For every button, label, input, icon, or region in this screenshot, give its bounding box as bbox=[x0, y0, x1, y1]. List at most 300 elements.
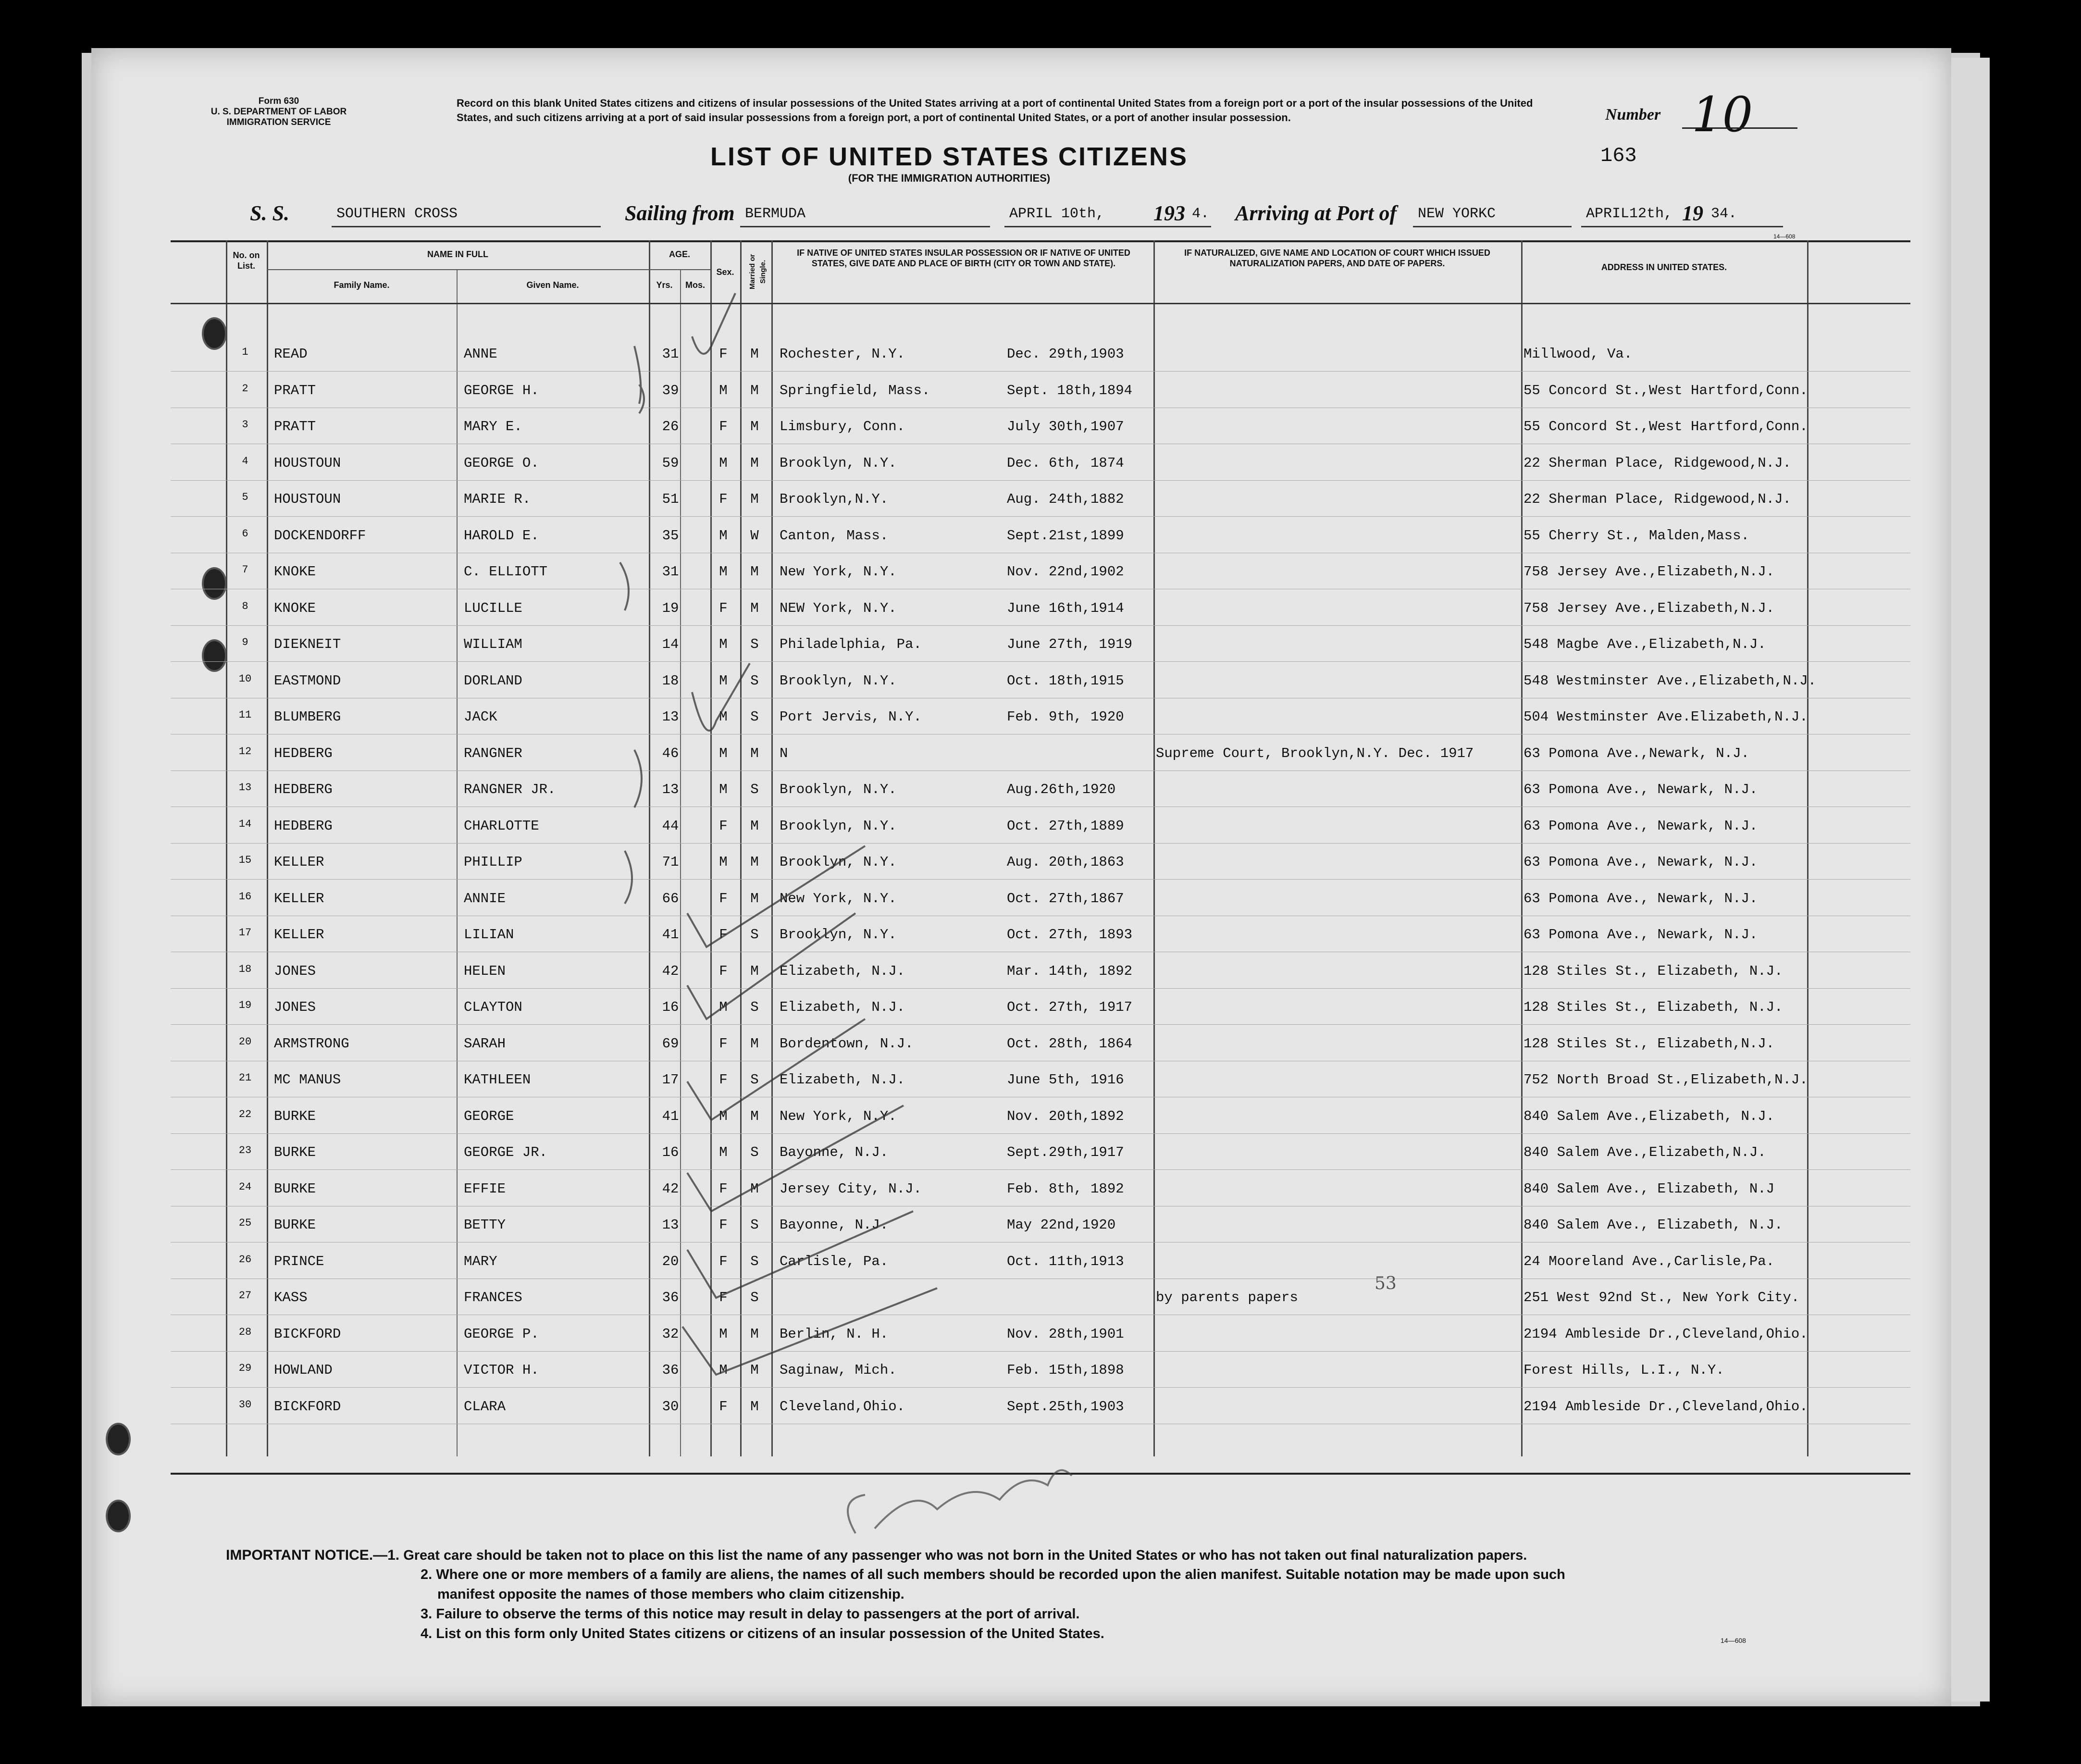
sex: M bbox=[719, 782, 728, 797]
us-address: 128 Stiles St., Elizabeth,N.J. bbox=[1524, 1035, 1775, 1052]
birth-date: Feb. 15th,1898 bbox=[1007, 1362, 1124, 1378]
birth-date: Oct. 27th,1867 bbox=[1007, 890, 1124, 907]
form-number: Form 630 bbox=[258, 96, 299, 106]
birthplace: Jersey City, N.J. bbox=[780, 1180, 922, 1197]
us-address: 758 Jersey Ave.,Elizabeth,N.J. bbox=[1524, 600, 1775, 616]
passenger-number: 6 bbox=[242, 527, 248, 540]
age-years: 44 bbox=[662, 818, 679, 834]
birthplace: New York, N.Y. bbox=[780, 564, 897, 580]
sex: F bbox=[719, 1072, 728, 1088]
passenger-number: 13 bbox=[238, 782, 252, 794]
check-mark bbox=[687, 913, 855, 1019]
sex: M bbox=[719, 854, 728, 870]
us-address: 504 Westminster Ave.Elizabeth,N.J. bbox=[1524, 709, 1808, 725]
given-name: VICTOR H. bbox=[464, 1362, 539, 1378]
sex: M bbox=[719, 564, 728, 580]
marital-status: W bbox=[750, 527, 759, 544]
sex: M bbox=[719, 672, 728, 689]
given-name: KATHLEEN bbox=[464, 1072, 531, 1088]
bracket-mark bbox=[620, 562, 629, 610]
marital-status: M bbox=[750, 600, 759, 616]
passenger-number: 2 bbox=[242, 382, 248, 395]
page-title: LIST OF UNITED STATES CITIZENS bbox=[710, 142, 1188, 171]
bracket-mark bbox=[634, 750, 642, 807]
age-years: 18 bbox=[662, 672, 679, 689]
notice-item-4: 4. List on this form only United States citizens or citizens of an insular possession of the United States. bbox=[421, 1626, 1104, 1641]
check-mark bbox=[682, 1288, 937, 1375]
given-name: RANGNER bbox=[464, 745, 522, 761]
arrival-port: NEW YORKC bbox=[1418, 206, 1496, 222]
form-code-top: 14—608 bbox=[1773, 233, 1796, 240]
birthplace: Brooklyn, N.Y. bbox=[780, 818, 897, 834]
family-name: KNOKE bbox=[274, 564, 316, 580]
birthplace: Rochester, N.Y. bbox=[780, 346, 905, 362]
birthplace: Brooklyn, N.Y. bbox=[780, 782, 897, 797]
us-address: 840 Salem Ave., Elizabeth, N.J. bbox=[1524, 1217, 1783, 1233]
year-suffix-1: 4. bbox=[1192, 206, 1210, 222]
family-name: PRINCE bbox=[274, 1253, 324, 1269]
birth-date: Nov. 22nd,1902 bbox=[1007, 564, 1124, 580]
age-years: 42 bbox=[662, 963, 679, 979]
birth-date: Oct. 28th, 1864 bbox=[1007, 1035, 1133, 1052]
passenger-number: 25 bbox=[238, 1217, 252, 1229]
given-name: GEORGE P. bbox=[464, 1326, 539, 1342]
record-instructions: Record on this blank United States citizens and citizens of insular possessions of the United States arriving at a port of continental United States from a foreign port or a port of the insular possessions of the United States, and such citizens arriving at a port of said insular possessions from a foreign port, a port of continental United States, or a port of another insular possession. bbox=[457, 97, 1533, 124]
marital-status: M bbox=[750, 854, 759, 870]
age-years: 36 bbox=[662, 1290, 679, 1305]
us-address: 840 Salem Ave., Elizabeth, N.J bbox=[1524, 1180, 1775, 1197]
family-name: HOUSTOUN bbox=[274, 491, 341, 507]
family-name: BLUMBERG bbox=[274, 709, 341, 725]
passenger-number: 27 bbox=[238, 1290, 252, 1302]
birth-date: Sept.29th,1917 bbox=[1007, 1144, 1124, 1160]
us-address: Millwood, Va. bbox=[1524, 346, 1633, 362]
age-years: 35 bbox=[662, 527, 679, 544]
sex: F bbox=[719, 600, 728, 616]
age-years: 13 bbox=[662, 709, 679, 725]
given-name: MARIE R. bbox=[464, 491, 531, 507]
marital-status: S bbox=[750, 927, 759, 943]
us-address: 840 Salem Ave.,Elizabeth,N.J. bbox=[1524, 1144, 1766, 1160]
us-address: 63 Pomona Ave.,Newark, N.J. bbox=[1524, 745, 1749, 761]
birth-date: May 22nd,1920 bbox=[1007, 1217, 1116, 1233]
birthplace: NEW York, N.Y. bbox=[780, 600, 897, 616]
passenger-number: 5 bbox=[242, 491, 248, 503]
age-years: 32 bbox=[662, 1326, 679, 1342]
us-address: 752 North Broad St.,Elizabeth,N.J. bbox=[1524, 1072, 1808, 1088]
sex: M bbox=[719, 1362, 728, 1378]
passenger-number: 14 bbox=[238, 818, 252, 830]
birth-date: Dec. 6th, 1874 bbox=[1007, 455, 1124, 471]
given-name: CLAYTON bbox=[464, 999, 522, 1015]
family-name: KNOKE bbox=[274, 600, 316, 616]
family-name: BURKE bbox=[274, 1144, 316, 1160]
naturalization-info: by parents papers bbox=[1156, 1290, 1298, 1305]
family-name: HEDBERG bbox=[274, 745, 333, 761]
passenger-number: 12 bbox=[238, 745, 252, 758]
age-years: 59 bbox=[662, 455, 679, 471]
sex: F bbox=[719, 963, 728, 979]
given-name: MARY E. bbox=[464, 419, 522, 435]
family-name: MC MANUS bbox=[274, 1072, 341, 1088]
check-mark bbox=[687, 1211, 913, 1298]
passenger-number: 4 bbox=[242, 455, 248, 467]
birth-date: Nov. 20th,1892 bbox=[1007, 1108, 1124, 1124]
header-age: AGE. bbox=[669, 249, 690, 259]
sex: F bbox=[719, 1290, 728, 1305]
given-name: LUCILLE bbox=[464, 600, 522, 616]
birthplace: Brooklyn, N.Y. bbox=[780, 927, 897, 943]
birth-date: Sept.21st,1899 bbox=[1007, 527, 1124, 544]
us-address: 548 Westminster Ave.,Elizabeth,N.J. bbox=[1524, 672, 1817, 689]
birth-date: Oct. 11th,1913 bbox=[1007, 1253, 1124, 1269]
header-sex: Sex. bbox=[716, 267, 734, 277]
birthplace: Elizabeth, N.J. bbox=[780, 1072, 905, 1088]
given-name: ANNIE bbox=[464, 890, 506, 907]
notice-item-2b: manifest opposite the names of those members who claim citizenship. bbox=[437, 1587, 904, 1602]
birth-date: Aug. 24th,1882 bbox=[1007, 491, 1124, 507]
marital-status: M bbox=[750, 1326, 759, 1342]
ship-name: SOUTHERN CROSS bbox=[336, 206, 458, 222]
birth-date: Oct. 27th,1889 bbox=[1007, 818, 1124, 834]
marital-status: S bbox=[750, 672, 759, 689]
check-mark bbox=[687, 1106, 904, 1211]
age-years: 31 bbox=[662, 564, 679, 580]
marital-status: M bbox=[750, 745, 759, 761]
sex: F bbox=[719, 818, 728, 834]
naturalization-info: Supreme Court, Brooklyn,N.Y. Dec. 1917 bbox=[1156, 745, 1474, 761]
age-years: 39 bbox=[662, 382, 679, 398]
passenger-number: 26 bbox=[238, 1253, 252, 1266]
birth-date: Dec. 29th,1903 bbox=[1007, 346, 1124, 362]
sex: M bbox=[719, 1144, 728, 1160]
passenger-number: 24 bbox=[238, 1180, 252, 1193]
age-years: 13 bbox=[662, 782, 679, 797]
sex: F bbox=[719, 1035, 728, 1052]
sex: M bbox=[719, 527, 728, 544]
marital-status: M bbox=[750, 382, 759, 398]
header-name-in-full: NAME IN FULL bbox=[427, 249, 488, 259]
header-family-name: Family Name. bbox=[334, 280, 390, 290]
family-name: KELLER bbox=[274, 927, 324, 943]
birthplace: Bayonne, N.J. bbox=[780, 1144, 889, 1160]
passenger-number: 3 bbox=[242, 419, 248, 431]
page-subtitle: (FOR THE IMMIGRATION AUTHORITIES) bbox=[848, 172, 1051, 184]
given-name: FRANCES bbox=[464, 1290, 522, 1305]
birthplace: Limsbury, Conn. bbox=[780, 419, 905, 435]
birth-date: Nov. 28th,1901 bbox=[1007, 1326, 1124, 1342]
marital-status: M bbox=[750, 491, 759, 507]
age-years: 42 bbox=[662, 1180, 679, 1197]
check-mark bbox=[634, 346, 641, 404]
birth-date: Oct. 27th, 1917 bbox=[1007, 999, 1133, 1015]
passenger-number: 30 bbox=[238, 1398, 252, 1411]
age-years: 16 bbox=[662, 999, 679, 1015]
age-years: 51 bbox=[662, 491, 679, 507]
passenger-number: 16 bbox=[238, 890, 252, 903]
us-address: 63 Pomona Ave., Newark, N.J. bbox=[1524, 854, 1758, 870]
header-given-name: Given Name. bbox=[526, 280, 579, 290]
birthplace: Philadelphia, Pa. bbox=[780, 636, 922, 652]
passenger-number: 17 bbox=[238, 927, 252, 939]
us-address: 55 Cherry St., Malden,Mass. bbox=[1524, 527, 1749, 544]
header-address: ADDRESS IN UNITED STATES. bbox=[1601, 262, 1727, 272]
notice-item-2a: 2. Where one or more members of a family are aliens, the names of all such members should be recorded upon the alien manifest. Suitable notation may be made upon such bbox=[421, 1567, 1565, 1582]
birth-date: Mar. 14th, 1892 bbox=[1007, 963, 1133, 979]
birth-date: Sept. 18th,1894 bbox=[1007, 382, 1133, 398]
given-name: LILIAN bbox=[464, 927, 514, 943]
passenger-number: 20 bbox=[238, 1035, 252, 1048]
marital-status: M bbox=[750, 564, 759, 580]
passenger-number: 29 bbox=[238, 1362, 252, 1374]
birth-date: Aug.26th,1920 bbox=[1007, 782, 1116, 797]
age-years: 46 bbox=[662, 745, 679, 761]
sailing-from-label: Sailing from bbox=[625, 201, 735, 225]
birthplace: Cleveland,Ohio. bbox=[780, 1398, 905, 1415]
us-address: 758 Jersey Ave.,Elizabeth,N.J. bbox=[1524, 564, 1775, 580]
family-name: BURKE bbox=[274, 1180, 316, 1197]
year-prefix-1: 193 bbox=[1153, 201, 1185, 225]
birth-date: Oct. 27th, 1893 bbox=[1007, 927, 1133, 943]
bracket-mark bbox=[625, 851, 632, 904]
passenger-number: 28 bbox=[238, 1326, 252, 1338]
header-naturalized: IF NATURALIZED, GIVE NAME AND LOCATION OF COURT WHICH ISSUED NATURALIZATION PAPERS, AND DATE OF PAPERS. bbox=[1184, 248, 1490, 268]
birthplace: Brooklyn, N.Y. bbox=[780, 672, 897, 689]
header-no-on-list: No. on List. bbox=[233, 250, 260, 271]
age-years: 30 bbox=[662, 1398, 679, 1415]
marital-status: S bbox=[750, 709, 759, 725]
given-name: ANNE bbox=[464, 346, 497, 362]
marital-status: S bbox=[750, 999, 759, 1015]
age-years: 17 bbox=[662, 1072, 679, 1088]
header-married-single: Married or Single. bbox=[748, 254, 767, 289]
given-name: PHILLIP bbox=[464, 854, 522, 870]
sex: F bbox=[719, 890, 728, 907]
age-years: 19 bbox=[662, 600, 679, 616]
marital-status: S bbox=[750, 1253, 759, 1269]
birthplace: Brooklyn,N.Y. bbox=[780, 491, 889, 507]
marital-status: M bbox=[750, 1180, 759, 1197]
age-years: 41 bbox=[662, 1108, 679, 1124]
family-name: HOWLAND bbox=[274, 1362, 333, 1378]
marital-status: S bbox=[750, 636, 759, 652]
birthplace: New York, N.Y. bbox=[780, 890, 897, 907]
birthplace: Brooklyn, N.Y. bbox=[780, 854, 897, 870]
given-name: GEORGE bbox=[464, 1108, 514, 1124]
family-name: KELLER bbox=[274, 890, 324, 907]
us-address: 22 Sherman Place, Ridgewood,N.J. bbox=[1524, 455, 1791, 471]
sex: F bbox=[719, 1253, 728, 1269]
birthplace: Bordentown, N.J. bbox=[780, 1035, 914, 1052]
family-name: BURKE bbox=[274, 1217, 316, 1233]
passenger-number: 22 bbox=[238, 1108, 252, 1120]
sex: M bbox=[719, 455, 728, 471]
passenger-number: 15 bbox=[238, 854, 252, 866]
passenger-number: 8 bbox=[242, 600, 248, 612]
given-name: EFFIE bbox=[464, 1180, 506, 1197]
birthplace: Brooklyn, N.Y. bbox=[780, 455, 897, 471]
us-address: 63 Pomona Ave., Newark, N.J. bbox=[1524, 818, 1758, 834]
check-mark bbox=[692, 293, 735, 354]
family-name: DOCKENDORFF bbox=[274, 527, 366, 544]
marital-status: S bbox=[750, 1290, 759, 1305]
age-years: 66 bbox=[662, 890, 679, 907]
stamped-number: 163 bbox=[1600, 144, 1637, 167]
age-years: 69 bbox=[662, 1035, 679, 1052]
birthplace: New York, N.Y. bbox=[780, 1108, 897, 1124]
passenger-number: 7 bbox=[242, 564, 248, 576]
check-mark bbox=[687, 1019, 865, 1120]
given-name: MARY bbox=[464, 1253, 497, 1269]
marital-status: M bbox=[750, 419, 759, 435]
birth-date: June 5th, 1916 bbox=[1007, 1072, 1124, 1088]
passenger-number: 21 bbox=[238, 1072, 252, 1084]
birthplace: Berlin, N. H. bbox=[780, 1326, 889, 1342]
us-address: 55 Concord St.,West Hartford,Conn. bbox=[1524, 419, 1808, 435]
passenger-number: 19 bbox=[238, 999, 252, 1011]
family-name: DIEKNEIT bbox=[274, 636, 341, 652]
us-address: 548 Magbe Ave.,Elizabeth,N.J. bbox=[1524, 636, 1766, 652]
family-name: KELLER bbox=[274, 854, 324, 870]
given-name: DORLAND bbox=[464, 672, 522, 689]
family-name: HEDBERG bbox=[274, 818, 333, 834]
marital-status: M bbox=[750, 1362, 759, 1378]
given-name: GEORGE JR. bbox=[464, 1144, 548, 1160]
sex: F bbox=[719, 1398, 728, 1415]
birth-date: June 27th, 1919 bbox=[1007, 636, 1133, 652]
birthplace: Saginaw, Mich. bbox=[780, 1362, 897, 1378]
us-address: 24 Mooreland Ave.,Carlisle,Pa. bbox=[1524, 1253, 1775, 1269]
us-address: 63 Pomona Ave., Newark, N.J. bbox=[1524, 927, 1758, 943]
sex: M bbox=[719, 709, 728, 725]
sex: F bbox=[719, 1180, 728, 1197]
header-mos: Mos. bbox=[685, 280, 705, 290]
marital-status: M bbox=[750, 818, 759, 834]
marital-status: S bbox=[750, 1072, 759, 1088]
sex: M bbox=[719, 745, 728, 761]
given-name: WILLIAM bbox=[464, 636, 522, 652]
arriving-label: Arriving at Port of bbox=[1235, 201, 1397, 225]
arrival-date: APRIL12th, bbox=[1586, 206, 1673, 222]
family-name: HOUSTOUN bbox=[274, 455, 341, 471]
given-name: GEORGE H. bbox=[464, 382, 539, 398]
us-address: 128 Stiles St., Elizabeth, N.J. bbox=[1524, 999, 1783, 1015]
marital-status: M bbox=[750, 1398, 759, 1415]
us-address: 63 Pomona Ave., Newark, N.J. bbox=[1524, 782, 1758, 797]
birthplace: Elizabeth, N.J. bbox=[780, 963, 905, 979]
stray-mark: 53 bbox=[1375, 1274, 1397, 1293]
us-address: 2194 Ambleside Dr.,Cleveland,Ohio. bbox=[1524, 1326, 1808, 1342]
birth-date: June 16th,1914 bbox=[1007, 600, 1124, 616]
family-name: BICKFORD bbox=[274, 1326, 341, 1342]
marital-status: M bbox=[750, 963, 759, 979]
birth-date: Oct. 18th,1915 bbox=[1007, 672, 1124, 689]
age-years: 26 bbox=[662, 419, 679, 435]
given-name: GEORGE O. bbox=[464, 455, 539, 471]
birthplace: Canton, Mass. bbox=[780, 527, 889, 544]
sex: M bbox=[719, 636, 728, 652]
passenger-number: 23 bbox=[238, 1144, 252, 1156]
sailing-date: APRIL 10th, bbox=[1009, 206, 1105, 222]
marital-status: S bbox=[750, 1217, 759, 1233]
given-name: C. ELLIOTT bbox=[464, 564, 548, 580]
family-name: KASS bbox=[274, 1290, 308, 1305]
given-name: RANGNER JR. bbox=[464, 782, 556, 797]
passenger-number: 1 bbox=[242, 346, 248, 358]
family-name: HEDBERG bbox=[274, 782, 333, 797]
family-name: READ bbox=[274, 346, 308, 362]
age-years: 41 bbox=[662, 927, 679, 943]
us-address: 128 Stiles St., Elizabeth, N.J. bbox=[1524, 963, 1783, 979]
birthplace: Elizabeth, N.J. bbox=[780, 999, 905, 1015]
marital-status: M bbox=[750, 346, 759, 362]
header-native-birth: IF NATIVE OF UNITED STATES INSULAR POSSESSION OR IF NATIVE OF UNITED STATES, GIVE DATE AND PLACE OF BIRTH (CITY OR TOWN AND STATE). bbox=[797, 248, 1130, 268]
sex: F bbox=[719, 419, 728, 435]
age-years: 71 bbox=[662, 854, 679, 870]
age-years: 16 bbox=[662, 1144, 679, 1160]
ss-label: S. S. bbox=[250, 201, 289, 225]
birth-date: Feb. 8th, 1892 bbox=[1007, 1180, 1124, 1197]
family-name: PRATT bbox=[274, 382, 316, 398]
family-name: BURKE bbox=[274, 1108, 316, 1124]
us-address: 251 West 92nd St., New York City. bbox=[1524, 1290, 1800, 1305]
given-name: CHARLOTTE bbox=[464, 818, 539, 834]
department: U. S. DEPARTMENT OF LABOR bbox=[211, 107, 347, 117]
birthplace: Bayonne, N.J. bbox=[780, 1217, 889, 1233]
birth-date: Feb. 9th, 1920 bbox=[1007, 709, 1124, 725]
age-years: 14 bbox=[662, 636, 679, 652]
passenger-number: 11 bbox=[238, 709, 252, 721]
birth-date: Aug. 20th,1863 bbox=[1007, 854, 1124, 870]
year-prefix-2: 19 bbox=[1682, 201, 1703, 225]
family-name: ARMSTRONG bbox=[274, 1035, 349, 1052]
age-years: 13 bbox=[662, 1217, 679, 1233]
us-address: 2194 Ambleside Dr.,Cleveland,Ohio. bbox=[1524, 1398, 1808, 1415]
us-address: 55 Concord St.,West Hartford,Conn. bbox=[1524, 382, 1808, 398]
birthplace: Springfield, Mass. bbox=[780, 382, 930, 398]
age-years: 36 bbox=[662, 1362, 679, 1378]
passenger-number: 18 bbox=[238, 963, 252, 975]
family-name: BICKFORD bbox=[274, 1398, 341, 1415]
check-mark bbox=[692, 663, 750, 731]
year-suffix-2: 34. bbox=[1711, 206, 1737, 222]
marital-status: M bbox=[750, 890, 759, 907]
passenger-number: 9 bbox=[242, 636, 248, 648]
inspector-signature bbox=[848, 1470, 1072, 1533]
marital-status: S bbox=[750, 1144, 759, 1160]
given-name: BETTY bbox=[464, 1217, 506, 1233]
sex: M bbox=[719, 999, 728, 1015]
marital-status: M bbox=[750, 1035, 759, 1052]
marital-status: S bbox=[750, 782, 759, 797]
marital-status: M bbox=[750, 455, 759, 471]
sex: M bbox=[719, 382, 728, 398]
sailing-port: BERMUDA bbox=[745, 206, 806, 222]
birth-date: Sept.25th,1903 bbox=[1007, 1398, 1124, 1415]
passenger-number: 10 bbox=[238, 672, 252, 685]
sex: F bbox=[719, 346, 728, 362]
family-name: JONES bbox=[274, 999, 316, 1015]
birthplace: Port Jervis, N.Y. bbox=[780, 709, 922, 725]
sex: M bbox=[719, 1326, 728, 1342]
sex: F bbox=[719, 927, 728, 943]
notice-lead: IMPORTANT NOTICE.—1. bbox=[226, 1547, 400, 1563]
given-name: HELEN bbox=[464, 963, 506, 979]
notice-item-3: 3. Failure to observe the terms of this notice may result in delay to passengers at the port of arrival. bbox=[421, 1606, 1080, 1622]
service: IMMIGRATION SERVICE bbox=[226, 117, 331, 127]
given-name: CLARA bbox=[464, 1398, 506, 1415]
family-name: JONES bbox=[274, 963, 316, 979]
